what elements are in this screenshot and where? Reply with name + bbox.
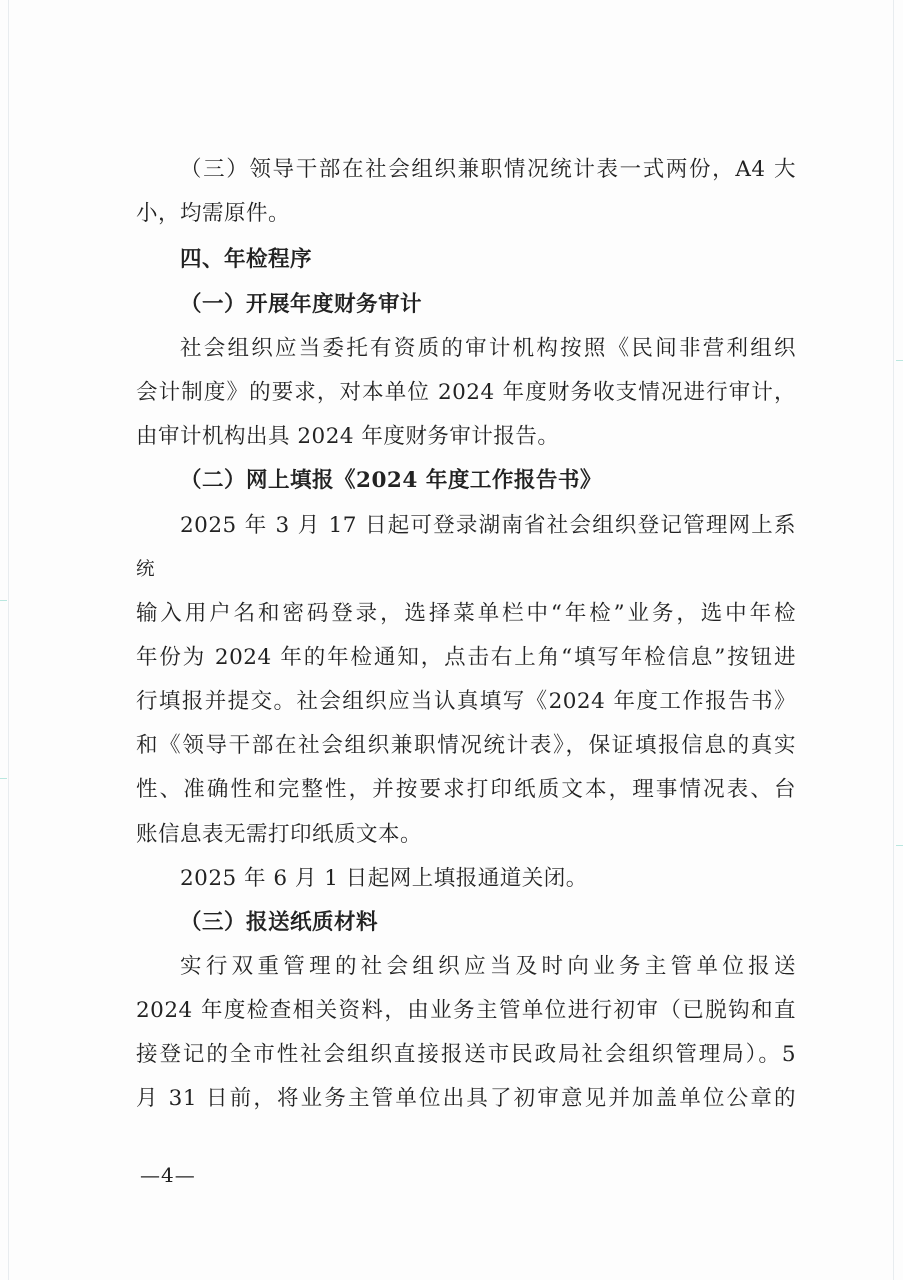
paragraph-line: 2025 年 6 月 1 日起网上填报通道关闭。 xyxy=(180,866,588,891)
page-number: —4— xyxy=(140,1163,196,1187)
subsection-heading: （一）开展年度财务审计 xyxy=(180,292,423,317)
paragraph-line: 2025 年 3 月 17 日起可登录湖南省社会组织登记管理网上系 xyxy=(180,513,796,538)
paragraph-line: 小，均需原件。 xyxy=(136,201,291,226)
subsection-heading: （三）报送纸质材料 xyxy=(180,910,379,935)
paragraph-line: 由审计机构出具 2024 年度财务审计报告。 xyxy=(136,424,560,449)
paragraph-line: 2024 年度检查相关资料，由业务主管单位进行初审（已脱钩和直 xyxy=(136,998,796,1023)
paragraph-line: 实行双重管理的社会组织应当及时向业务主管单位报送 xyxy=(180,954,796,979)
paragraph-line-url: 统 xyxy=(136,559,155,580)
paragraph-line: 年份为 2024 年的年检通知，点击右上角“填写年检信息”按钮进 xyxy=(136,645,796,670)
paragraph-line: 账信息表无需打印纸质文本。 xyxy=(136,822,423,847)
page-edge-line xyxy=(8,0,9,1280)
paragraph-line: 行填报并提交。社会组织应当认真填写《2024 年度工作报告书》 xyxy=(136,689,796,714)
paragraph-line: 会计制度》的要求，对本单位 2024 年度财务收支情况进行审计， xyxy=(136,380,796,405)
page-edge-line xyxy=(893,0,894,1280)
paragraph-line: 月 31 日前，将业务主管单位出具了初审意见并加盖单位公章的 xyxy=(136,1086,796,1111)
paragraph-line: 输入用户名和密码登录，选择菜单栏中“年检”业务，选中年检 xyxy=(136,601,796,626)
scan-mark xyxy=(896,360,903,361)
scan-mark xyxy=(0,778,7,779)
section-heading: 四、年检程序 xyxy=(180,247,313,272)
paragraph-line: 和《领导干部在社会组织兼职情况统计表》，保证填报信息的真实 xyxy=(136,733,796,758)
subsection-heading: （二）网上填报《2024 年度工作报告书》 xyxy=(180,468,602,493)
scan-mark xyxy=(896,845,903,846)
paragraph-line: 接登记的全市性社会组织直接报送市民政局社会组织管理局）。5 xyxy=(136,1042,796,1067)
paragraph-line: 性、准确性和完整性，并按要求打印纸质文本，理事情况表、台 xyxy=(136,777,796,802)
scan-mark xyxy=(0,600,7,601)
paragraph-line: 社会组织应当委托有资质的审计机构按照《民间非营利组织 xyxy=(180,336,796,361)
paragraph-line: （三）领导干部在社会组织兼职情况统计表一式两份，A4 大 xyxy=(180,157,796,182)
